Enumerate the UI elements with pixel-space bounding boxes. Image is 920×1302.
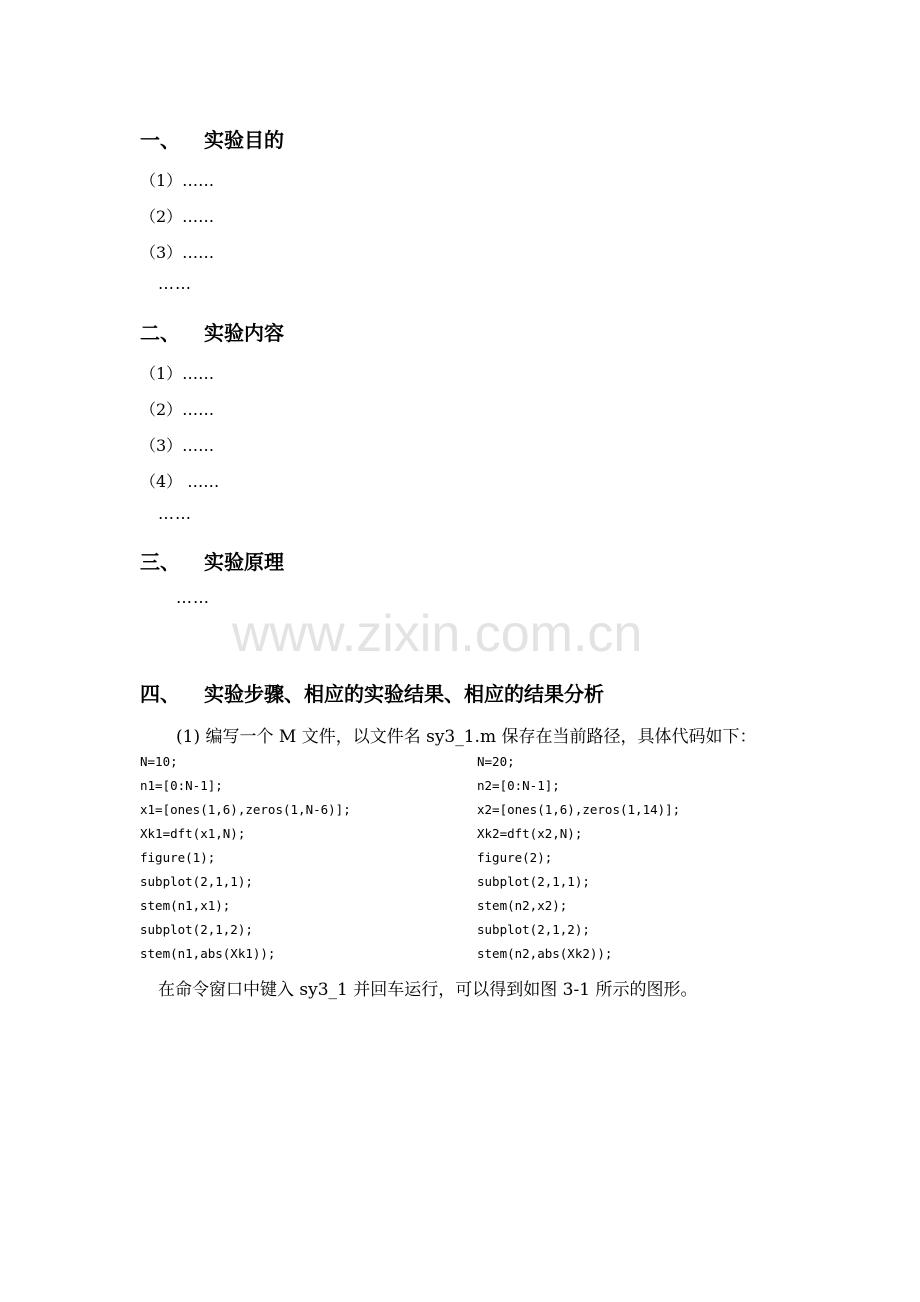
code-line: n2=[0:N-1]; [477, 778, 560, 793]
code-line: subplot(2,1,2); [477, 922, 590, 937]
section-heading-4 [140, 678, 604, 707]
code-line: x1=[ones(1,6),zeros(1,N-6)]; [140, 802, 351, 817]
list-item: （2）…… [140, 207, 215, 226]
code-line: subplot(2,1,1); [140, 874, 253, 889]
code-line: x2=[ones(1,6),zeros(1,14)]; [477, 802, 681, 817]
section-number: 四、 [140, 682, 180, 706]
section-title: 实验内容 [204, 321, 284, 345]
list-item: （1）…… [140, 171, 215, 190]
code-line: N=10; [140, 754, 178, 769]
section-title: 实验目的 [204, 128, 284, 152]
code-line: stem(n2,x2); [477, 898, 568, 913]
section-heading-1 [140, 124, 284, 153]
section-number: 二、 [140, 321, 180, 345]
section-number: 一、 [140, 128, 180, 152]
code-line: Xk1=dft(x1,N); [140, 826, 246, 841]
code-line: figure(1); [140, 850, 216, 865]
code-line: stem(n1,x1); [140, 898, 231, 913]
closing-paragraph: 在命令窗口中键入 sy3_1 并回车运行，可以得到如图 3-1 所示的图形。 [158, 980, 698, 1000]
code-line: n1=[0:N-1]; [140, 778, 223, 793]
section-heading-2 [140, 317, 284, 346]
code-line: subplot(2,1,1); [477, 874, 590, 889]
code-block-right [477, 750, 680, 966]
watermark-text: www.zixin.com.cn [232, 605, 643, 663]
code-line: stem(n2,abs(Xk2)); [477, 946, 613, 961]
code-line: Xk2=dft(x2,N); [477, 826, 583, 841]
code-line: stem(n1,abs(Xk1)); [140, 946, 276, 961]
section-title: 实验步骤、相应的实验结果、相应的结果分析 [204, 682, 604, 706]
code-line: subplot(2,1,2); [140, 922, 253, 937]
code-line: figure(2); [477, 850, 553, 865]
ellipsis-text: …… [158, 504, 192, 523]
step-intro: (1) 编写一个 M 文件，以文件名 sy3_1.m 保存在当前路径，具体代码如下： [176, 727, 757, 747]
list-item: （3）…… [140, 243, 215, 262]
list-item: （3）…… [140, 436, 215, 455]
code-block-left [140, 750, 351, 966]
list-item: （4） …… [140, 472, 220, 491]
code-line: N=20; [477, 754, 515, 769]
section-number: 三、 [140, 550, 180, 574]
list-item: （1）…… [140, 364, 215, 383]
ellipsis-text: …… [158, 274, 192, 293]
ellipsis-text: …… [176, 588, 210, 607]
section-heading-3 [140, 546, 284, 575]
section-title: 实验原理 [204, 550, 284, 574]
list-item: （2）…… [140, 400, 215, 419]
